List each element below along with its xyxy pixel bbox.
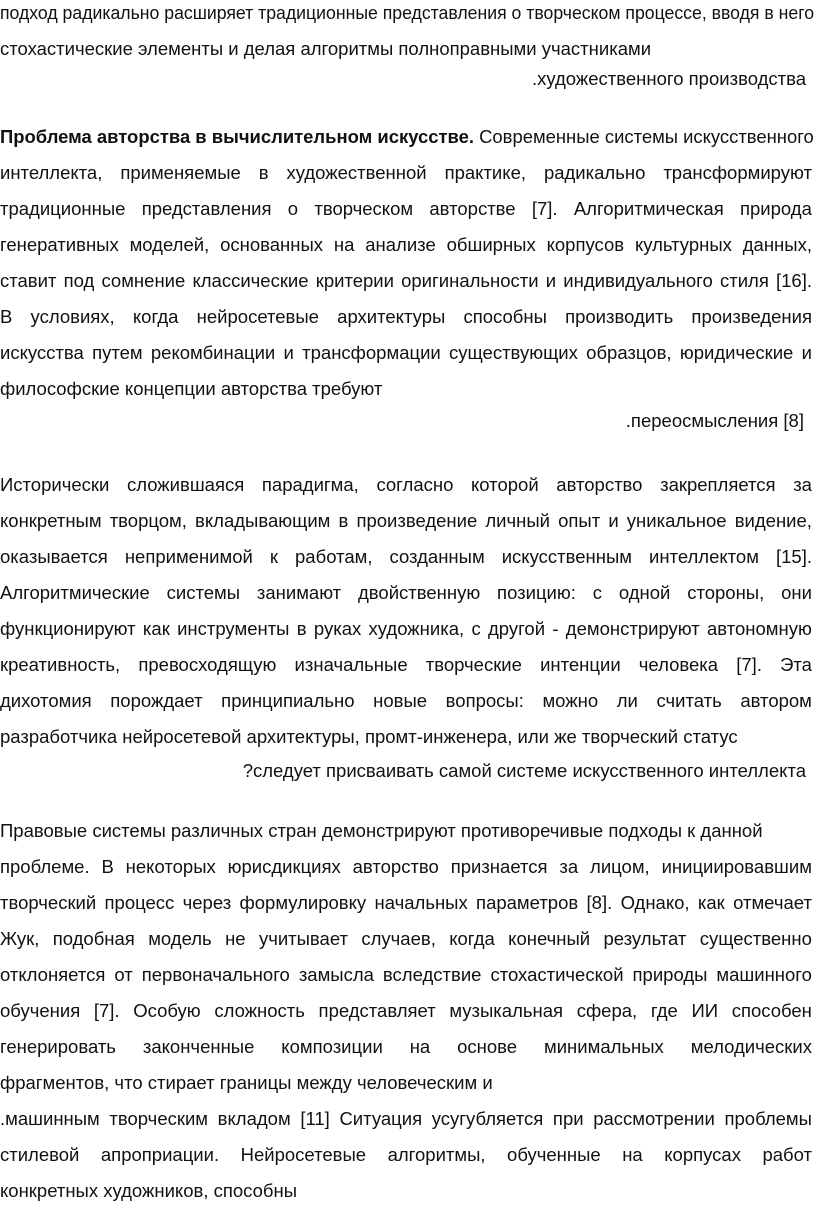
word: на <box>409 1036 431 1057</box>
word: апроприации. <box>100 1144 220 1165</box>
text-line <box>0 344 812 363</box>
word: законченные <box>142 1036 255 1057</box>
word: от <box>114 964 133 985</box>
word: интеллекта, <box>0 162 103 183</box>
word: Эта <box>780 654 812 675</box>
word: [7]. <box>93 1000 120 1021</box>
word: [15]. <box>775 546 812 567</box>
word: стиля <box>719 270 769 291</box>
word: классические <box>192 270 309 291</box>
word: музыкальная <box>449 1000 564 1021</box>
text-line <box>0 584 812 603</box>
word: изначальные <box>294 654 408 675</box>
word: закрепляется <box>660 474 776 495</box>
word: за <box>559 856 579 877</box>
word: случаев, <box>361 928 436 949</box>
word: интенции <box>540 654 621 675</box>
word: производить <box>565 306 674 327</box>
word: демонстрируют <box>565 618 700 639</box>
word: отмечает <box>733 892 812 913</box>
text-line <box>0 476 812 495</box>
word: применяемые <box>120 162 241 183</box>
word: обучения <box>0 1000 81 1021</box>
word: усугубляется <box>431 1108 544 1129</box>
word: отклоняется <box>0 964 106 985</box>
word: Ситуация <box>339 1108 423 1129</box>
word: способен <box>731 1000 812 1021</box>
text-line <box>0 692 812 711</box>
word: творцом, <box>109 510 187 531</box>
word: с <box>592 582 602 603</box>
text-line <box>0 894 812 913</box>
word: результат <box>603 928 687 949</box>
word: оригинальности <box>401 270 539 291</box>
text-line <box>0 930 812 949</box>
word: корпусов <box>546 234 625 255</box>
word: ли <box>616 690 638 711</box>
word: где <box>650 1000 678 1021</box>
word: вкладывающим <box>195 510 331 531</box>
word: личный <box>485 510 551 531</box>
word: к <box>269 546 278 567</box>
word: конкретным <box>0 510 102 531</box>
word: руках <box>313 618 362 639</box>
word: превосходящую <box>138 654 277 675</box>
word: как <box>142 618 170 639</box>
word: творческие <box>425 654 522 675</box>
word: обширных <box>446 234 536 255</box>
word: Особую <box>133 1000 201 1021</box>
word: дихотомия <box>0 690 92 711</box>
text-line: подход радикально расширяет традиционные представления о творческом процессе, вводя в него <box>0 2 815 23</box>
word: критерии <box>315 270 394 291</box>
word: существенно <box>699 928 812 949</box>
word: трансформации <box>302 342 441 363</box>
word: генерировать <box>0 1036 116 1057</box>
word: лицом, <box>590 856 650 877</box>
word: позицию: <box>497 582 576 603</box>
word: рекомбинации <box>150 342 276 363</box>
word: параметров <box>476 892 579 913</box>
text-fragment: Современные системы искусственного <box>479 126 814 147</box>
word: в <box>338 510 349 531</box>
text-line: ?следует присваивать самой системе искусственного интеллекта <box>242 760 806 781</box>
word: мелодических <box>690 1036 812 1057</box>
word: вкладом <box>217 1108 291 1129</box>
word: процесс <box>104 892 175 913</box>
word: за <box>793 474 812 495</box>
word: представления <box>141 198 272 219</box>
word: Исторически <box>0 474 110 495</box>
word: произведение <box>356 510 478 531</box>
word: индивидуального <box>563 270 713 291</box>
word: модель <box>148 928 212 949</box>
word: в <box>296 618 307 639</box>
word: архитектуры <box>337 306 446 327</box>
text-line <box>0 1146 812 1165</box>
word: произведения <box>691 306 812 327</box>
word: одной <box>618 582 671 603</box>
word: рассмотрении <box>593 1108 715 1129</box>
text-line <box>0 656 812 675</box>
word: путем <box>92 342 143 363</box>
text-line <box>0 512 812 531</box>
text-line <box>0 858 812 877</box>
word: культурных <box>634 234 732 255</box>
text-line <box>0 1002 812 1021</box>
word: Однако, <box>620 892 690 913</box>
word: видение, <box>734 510 812 531</box>
word: В <box>0 306 13 327</box>
word: искусственным <box>501 546 632 567</box>
word: признается <box>450 856 548 877</box>
word: другой <box>487 618 546 639</box>
text-line <box>0 236 812 255</box>
word: традиционные <box>0 198 126 219</box>
section-heading: Проблема авторства в вычислительном искусстве. <box>0 126 474 147</box>
word: с <box>471 618 481 639</box>
word: и <box>608 510 619 531</box>
word: когда <box>132 306 179 327</box>
word: природы <box>632 964 708 985</box>
word: работам, <box>295 546 373 567</box>
word: первоначального <box>141 964 290 985</box>
word: созданным <box>389 546 485 567</box>
text-line <box>0 164 812 183</box>
text-line <box>0 308 812 327</box>
word: [11] <box>300 1108 330 1129</box>
word: через <box>182 892 232 913</box>
word: и <box>545 270 557 291</box>
word: новые <box>373 690 428 711</box>
word: ИИ <box>691 1000 719 1021</box>
word: принципиально <box>221 690 355 711</box>
word: композиции <box>281 1036 383 1057</box>
text-line <box>0 272 812 291</box>
word: стороны, <box>687 582 765 603</box>
word: замысла <box>298 964 374 985</box>
word: учитывает <box>258 928 348 949</box>
word: уникальное <box>626 510 727 531</box>
word: креативность, <box>0 654 121 675</box>
word: можно <box>542 690 599 711</box>
word: считать <box>656 690 722 711</box>
text-line: .художественного производства <box>531 68 806 89</box>
word: автором <box>740 690 812 711</box>
word: [7]. <box>531 198 558 219</box>
word: авторство <box>556 474 643 495</box>
word: авторство <box>352 856 439 877</box>
text-line: Правовые системы различных стран демонстрируют противоречивые подходы к данной <box>0 820 763 841</box>
word: оказывается <box>0 546 108 567</box>
word: стилевой <box>0 1144 80 1165</box>
word: анализе <box>365 234 436 255</box>
word: вследствие <box>382 964 482 985</box>
word: подобная <box>52 928 135 949</box>
word: человека <box>638 654 719 675</box>
word: основанных <box>220 234 324 255</box>
word: представляет <box>318 1000 436 1021</box>
word: корпусах <box>664 1144 741 1165</box>
word: практике, <box>444 162 526 183</box>
word: инструменты <box>177 618 290 639</box>
text-line: философские концепции авторства требуют <box>0 378 383 399</box>
text-line: .переосмысления [8] <box>625 410 804 431</box>
text-line <box>0 548 812 567</box>
word: Жук, <box>0 928 40 949</box>
word: не <box>225 928 246 949</box>
word: основе <box>457 1036 518 1057</box>
word: о <box>287 198 299 219</box>
word: существующих <box>449 342 578 363</box>
word: и <box>283 342 294 363</box>
word: конечный <box>508 928 591 949</box>
word: машинного <box>716 964 812 985</box>
word: порождает <box>110 690 203 711</box>
word: сфера, <box>576 1000 638 1021</box>
word: неприменимой <box>124 546 253 567</box>
word: некоторых <box>125 856 216 877</box>
word: проблеме. <box>0 856 90 877</box>
word: способны <box>463 306 547 327</box>
word: данных, <box>742 234 812 255</box>
word: работ <box>762 1144 812 1165</box>
text-line <box>0 966 812 985</box>
word: .машинным <box>0 1108 100 1129</box>
word: под <box>63 270 95 291</box>
text-line: разработчика нейросетевой архитектуры, промт-инженера, или же творческий статус <box>0 726 738 747</box>
word: образцов, <box>586 342 672 363</box>
text-line <box>0 200 812 219</box>
word: [7]. <box>736 654 762 675</box>
word: творческим <box>109 1108 209 1129</box>
word: согласно <box>376 474 454 495</box>
word: юрисдикциях <box>227 856 341 877</box>
word: на <box>622 1144 643 1165</box>
word: [8]. <box>586 892 613 913</box>
word: моделей, <box>129 234 210 255</box>
word: вопросы: <box>445 690 524 711</box>
word: ставит <box>0 270 57 291</box>
word: интеллектом <box>649 546 759 567</box>
text-line: фрагментов, что стирает границы между человеческим и <box>0 1072 493 1093</box>
word: сомнение <box>101 270 186 291</box>
word: в <box>258 162 269 183</box>
text-line <box>0 620 812 639</box>
word: функционируют <box>0 618 136 639</box>
word: художника, <box>368 618 465 639</box>
word: генеративных <box>0 234 119 255</box>
word: Нейросетевые <box>240 1144 367 1165</box>
text-line: конкретных художников, способны <box>0 1180 298 1201</box>
word: Алгоритмические <box>0 582 150 603</box>
word: юридические <box>679 342 794 363</box>
word: обученные <box>507 1144 601 1165</box>
word: проблемы <box>724 1108 812 1129</box>
word: сложившаяся <box>126 474 245 495</box>
word: искусства <box>0 342 84 363</box>
paragraph-authorship-first-line <box>0 128 814 147</box>
word: - <box>552 618 559 639</box>
word: и <box>801 342 812 363</box>
word: художественной <box>286 162 427 183</box>
word: алгоритмы, <box>387 1144 486 1165</box>
word: системы <box>166 582 241 603</box>
word: опыт <box>558 510 601 531</box>
word: инициировавшим <box>661 856 812 877</box>
text-line: стохастические элементы и делая алгоритмы полноправными участниками <box>0 38 652 59</box>
word: когда <box>449 928 495 949</box>
word: занимают <box>256 582 342 603</box>
word: сложность <box>214 1000 305 1021</box>
word: формулировку <box>239 892 367 913</box>
word: радикально <box>543 162 646 183</box>
word: творческий <box>0 892 97 913</box>
word: творческом <box>314 198 414 219</box>
text-line <box>0 1110 812 1129</box>
word: начальных <box>374 892 468 913</box>
word: они <box>781 582 812 603</box>
word: В <box>101 856 114 877</box>
word: которой <box>471 474 539 495</box>
word: минимальных <box>544 1036 664 1057</box>
word: нейросетевые <box>196 306 319 327</box>
word: парадигма, <box>261 474 359 495</box>
word: стохастической <box>490 964 624 985</box>
word: как <box>697 892 725 913</box>
word: природа <box>740 198 812 219</box>
word: [16]. <box>776 270 812 291</box>
word: при <box>552 1108 584 1129</box>
word: Алгоритмическая <box>573 198 724 219</box>
word: трансформируют <box>663 162 812 183</box>
word: авторстве <box>429 198 516 219</box>
word: условиях, <box>30 306 115 327</box>
word: автономную <box>707 618 812 639</box>
word: двойственную <box>357 582 481 603</box>
text-line <box>0 1038 812 1057</box>
word: на <box>333 234 355 255</box>
